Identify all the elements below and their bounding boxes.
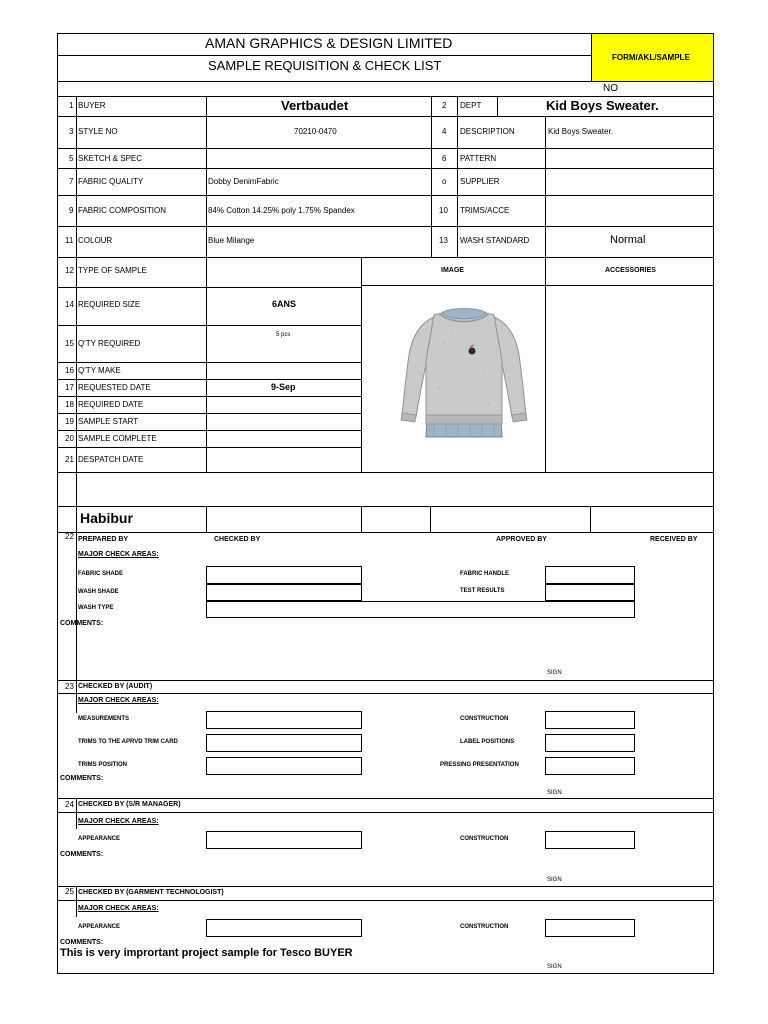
style-label: STYLE NO xyxy=(78,127,118,136)
row-num: 15 xyxy=(65,339,74,348)
trims-card-label: TRIMS TO THE APRVD TRIM CARD xyxy=(78,739,178,745)
test-results-box[interactable] xyxy=(545,584,635,601)
qty-make-label: Q'TY MAKE xyxy=(78,366,121,375)
row-num: 2 xyxy=(442,101,447,110)
form-title: SAMPLE REQUISITION & CHECK LIST xyxy=(208,58,442,73)
row-num: 7 xyxy=(69,177,74,186)
comments-label: COMMENTS: xyxy=(60,851,104,858)
sweater-body xyxy=(426,312,502,423)
row-num: 22 xyxy=(65,532,74,541)
description-label: DESCRIPTION xyxy=(460,127,515,136)
trims-position-box[interactable] xyxy=(206,757,362,775)
sign-label: SIGN xyxy=(547,877,562,883)
row-num: 16 xyxy=(65,366,74,375)
despatch-date-label: DESPATCH DATE xyxy=(78,455,144,464)
buyer-label: BUYER xyxy=(78,101,106,110)
row-num: 21 xyxy=(65,455,74,464)
pressing-label: PRESSING PRESENTATION xyxy=(440,762,519,768)
wash-shade-label: WASH SHADE xyxy=(78,589,119,595)
construction-box[interactable] xyxy=(545,711,635,729)
buyer-value: Vertbaudet xyxy=(281,98,349,113)
fabric-comp-label: FABRIC COMPOSITION xyxy=(78,206,167,215)
trims-label: TRIMS/ACCE xyxy=(460,206,510,215)
row-num: 23 xyxy=(65,682,74,691)
row-num: 10 xyxy=(439,206,448,215)
qty-required-value: 5 pcs xyxy=(276,332,291,338)
image-header: IMAGE xyxy=(441,267,464,274)
row-num: o xyxy=(442,177,447,186)
trims-position-label: TRIMS POSITION xyxy=(78,762,128,768)
wash-type-box[interactable] xyxy=(206,601,635,618)
measurements-label: MEASUREMENTS xyxy=(78,716,130,722)
required-date-label: REQUIRED DATE xyxy=(78,400,144,409)
appearance-label: APPEARANCE xyxy=(78,836,121,842)
construction-label: CONSTRUCTION xyxy=(460,716,509,722)
fabric-quality-label: FABRIC QUALITY xyxy=(78,177,144,186)
construction-label: CONSTRUCTION xyxy=(460,924,509,930)
left-cuff xyxy=(401,413,416,422)
fabric-quality-value: Dobby DenimFabric xyxy=(208,177,279,186)
row-num: 9 xyxy=(69,206,74,215)
description-value: Kid Boys Sweater. xyxy=(548,127,613,136)
row-num: 18 xyxy=(65,400,74,409)
sign-label: SIGN xyxy=(547,790,562,796)
appearance-box[interactable] xyxy=(206,831,362,849)
label-positions-label: LABEL POSITIONS xyxy=(460,739,515,745)
prepared-by-label: PREPARED BY xyxy=(78,536,129,543)
section-25-title: CHECKED BY (GARMENT TECHNOLOGIST) xyxy=(78,889,224,896)
fabric-shade-box[interactable] xyxy=(206,566,362,584)
sign-label: SIGN xyxy=(547,670,562,676)
row-num: 19 xyxy=(65,417,74,426)
colour-label: COLOUR xyxy=(78,236,113,245)
approved-by-label: APPROVED BY xyxy=(496,536,547,543)
row-num: 1 xyxy=(69,101,74,110)
construction-label: CONSTRUCTION xyxy=(460,836,509,842)
row-num: 20 xyxy=(65,434,74,443)
row-num: 11 xyxy=(65,236,74,245)
required-size-label: REQUIRED SIZE xyxy=(78,300,141,309)
row-num: 4 xyxy=(442,127,447,136)
pattern-label: PATTERN xyxy=(460,154,497,163)
major-check-areas: MAJOR CHECK AREAS: xyxy=(78,818,159,825)
comment-text: This is very imprortant project sample for Tesco BUYER xyxy=(60,947,353,959)
requested-date-value: 9-Sep xyxy=(271,382,296,392)
appearance-box[interactable] xyxy=(206,919,362,937)
sketch-label: SKETCH & SPEC xyxy=(78,154,143,163)
sweater-image xyxy=(394,303,534,441)
fabric-shade-label: FABRIC SHADE xyxy=(78,571,124,577)
accessories-header: ACCESSORIES xyxy=(605,267,656,274)
dept-value: Kid Boys Sweater. xyxy=(546,98,659,113)
qty-required-label: Q'TY REQUIRED xyxy=(78,339,141,348)
row-num: 5 xyxy=(69,154,74,163)
appearance-label: APPEARANCE xyxy=(78,924,121,930)
sample-start-label: SAMPLE START xyxy=(78,417,139,426)
section-24-title: CHECKED BY (S/R MANAGER) xyxy=(78,801,181,808)
sample-complete-label: SAMPLE COMPLETE xyxy=(78,434,157,443)
fabric-handle-box[interactable] xyxy=(545,566,635,584)
label-positions-box[interactable] xyxy=(545,734,635,752)
wash-shade-box[interactable] xyxy=(206,584,362,601)
row-num: 25 xyxy=(65,887,74,896)
row-num: 24 xyxy=(65,800,74,809)
sign-label: SIGN xyxy=(547,964,562,970)
wash-type-label: WASH TYPE xyxy=(78,605,114,611)
no-label: NO xyxy=(603,83,618,94)
row-num: 13 xyxy=(439,236,448,245)
section-23-title: CHECKED BY (AUDIT) xyxy=(78,683,153,690)
requested-date-label: REQUESTED DATE xyxy=(78,383,151,392)
trims-card-box[interactable] xyxy=(206,734,362,752)
row-num: 12 xyxy=(65,266,74,275)
row-num: 3 xyxy=(69,127,74,136)
major-check-areas: MAJOR CHECK AREAS: xyxy=(78,905,159,912)
row-num: 14 xyxy=(65,300,74,309)
company-name: AMAN GRAPHICS & DESIGN LIMITED xyxy=(205,35,453,51)
supplier-label: SUPPLIER xyxy=(460,177,500,186)
major-check-areas: MAJOR CHECK AREAS: xyxy=(78,551,159,558)
received-by-label: RECEIVED BY xyxy=(650,536,698,543)
test-results-label: TEST RESULTS xyxy=(460,588,505,594)
wash-value: Normal xyxy=(610,234,646,246)
required-size-value: 6ANS xyxy=(272,299,297,309)
row-num: 6 xyxy=(442,154,447,163)
type-sample-label: TYPE OF SAMPLE xyxy=(78,266,147,275)
badge-icon xyxy=(469,348,476,355)
measurements-box[interactable] xyxy=(206,711,362,729)
comments-label: COMMENTS: xyxy=(60,939,104,946)
dept-label: DEPT xyxy=(460,101,482,110)
preparer-name: Habibur xyxy=(80,510,133,526)
colour-value: Blue Milange xyxy=(208,236,255,245)
major-check-areas: MAJOR CHECK AREAS: xyxy=(78,697,159,704)
fabric-comp-value: 84% Cotton 14.25% poly 1.75% Spandex xyxy=(208,206,355,215)
right-cuff xyxy=(512,413,527,422)
pressing-box[interactable] xyxy=(545,757,635,775)
construction-box[interactable] xyxy=(545,919,635,937)
form-code: FORM/AKL/SAMPLE xyxy=(612,53,690,62)
style-value: 70210-0470 xyxy=(294,127,337,136)
comments-label: COMMENTS: xyxy=(60,775,104,782)
row-num: 17 xyxy=(65,383,74,392)
wash-label: WASH STANDARD xyxy=(460,236,530,245)
comments-label: COMMENTS: xyxy=(60,620,104,627)
fabric-handle-label: FABRIC HANDLE xyxy=(460,571,509,577)
checked-by-label: CHECKED BY xyxy=(214,536,261,543)
construction-box[interactable] xyxy=(545,831,635,849)
